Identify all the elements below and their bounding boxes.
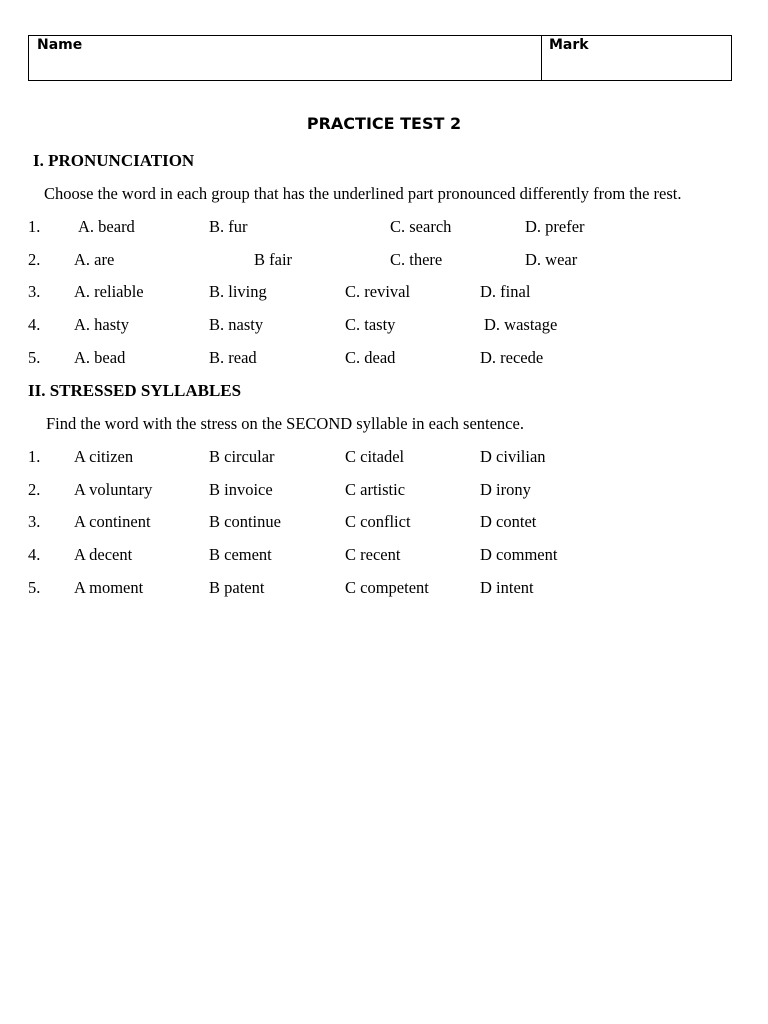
option-b: B. living [209,282,267,301]
question-number: 3. [28,282,41,301]
option-b: B. read [209,348,257,367]
section-stress-instruction: Find the word with the stress on the SECOND syllable in each sentence. [46,414,524,433]
section-stress-heading: II. STRESSED SYLLABLES [28,381,242,400]
option-c: C citadel [345,447,405,466]
mark-label: Mark [549,37,589,53]
section-pronunciation-heading: I. PRONUNCIATION [33,151,195,170]
option-d: D civilian [480,447,546,466]
option-c: C artistic [345,480,406,499]
question-number: 5. [28,578,41,597]
option-a: A. reliable [74,282,144,301]
section-pronunciation-instruction: Choose the word in each group that has the underlined part pronounced differently from the rest. [44,184,682,203]
question-number: 4. [28,315,41,334]
option-b: B patent [209,578,265,597]
option-d: D. final [480,282,531,301]
option-c: C. revival [345,282,411,301]
option-a: A. beard [78,217,135,236]
option-c: C competent [345,578,429,597]
option-c: C. dead [345,348,396,367]
option-a: A voluntary [74,480,153,499]
option-c: C conflict [345,512,411,531]
question-number: 1. [28,217,41,236]
option-d: D. wastage [484,315,558,334]
option-b: B. fur [209,217,248,236]
option-a: A continent [74,512,151,531]
question-number: 2. [28,250,41,269]
option-c: C. there [390,250,443,269]
name-mark-box [28,35,732,81]
option-c: C recent [345,545,401,564]
option-b: B invoice [209,480,273,499]
option-b: B continue [209,512,281,531]
question-number: 4. [28,545,41,564]
option-a: A decent [74,545,133,564]
option-a: A moment [74,578,144,597]
option-d: D. recede [480,348,544,367]
option-a: A. bead [74,348,126,367]
option-b: B circular [209,447,275,466]
page-title: PRACTICE TEST 2 [306,114,462,133]
option-d: D intent [480,578,534,597]
option-d: D comment [480,545,558,564]
option-c: C. tasty [345,315,396,334]
option-b: B cement [209,545,272,564]
question-number: 1. [28,447,41,466]
option-d: D contet [480,512,537,531]
option-d: D. wear [525,250,578,269]
option-d: D irony [480,480,531,499]
name-label: Name [37,37,83,53]
question-number: 3. [28,512,41,531]
option-c: C. search [390,217,452,236]
header-divider [541,36,542,80]
option-d: D. prefer [525,217,585,236]
option-b: B. nasty [209,315,264,334]
question-number: 5. [28,348,41,367]
option-a: A. are [74,250,115,269]
option-b: B fair [254,250,293,269]
option-a: A. hasty [74,315,129,334]
option-a: A citizen [74,447,134,466]
question-number: 2. [28,480,41,499]
